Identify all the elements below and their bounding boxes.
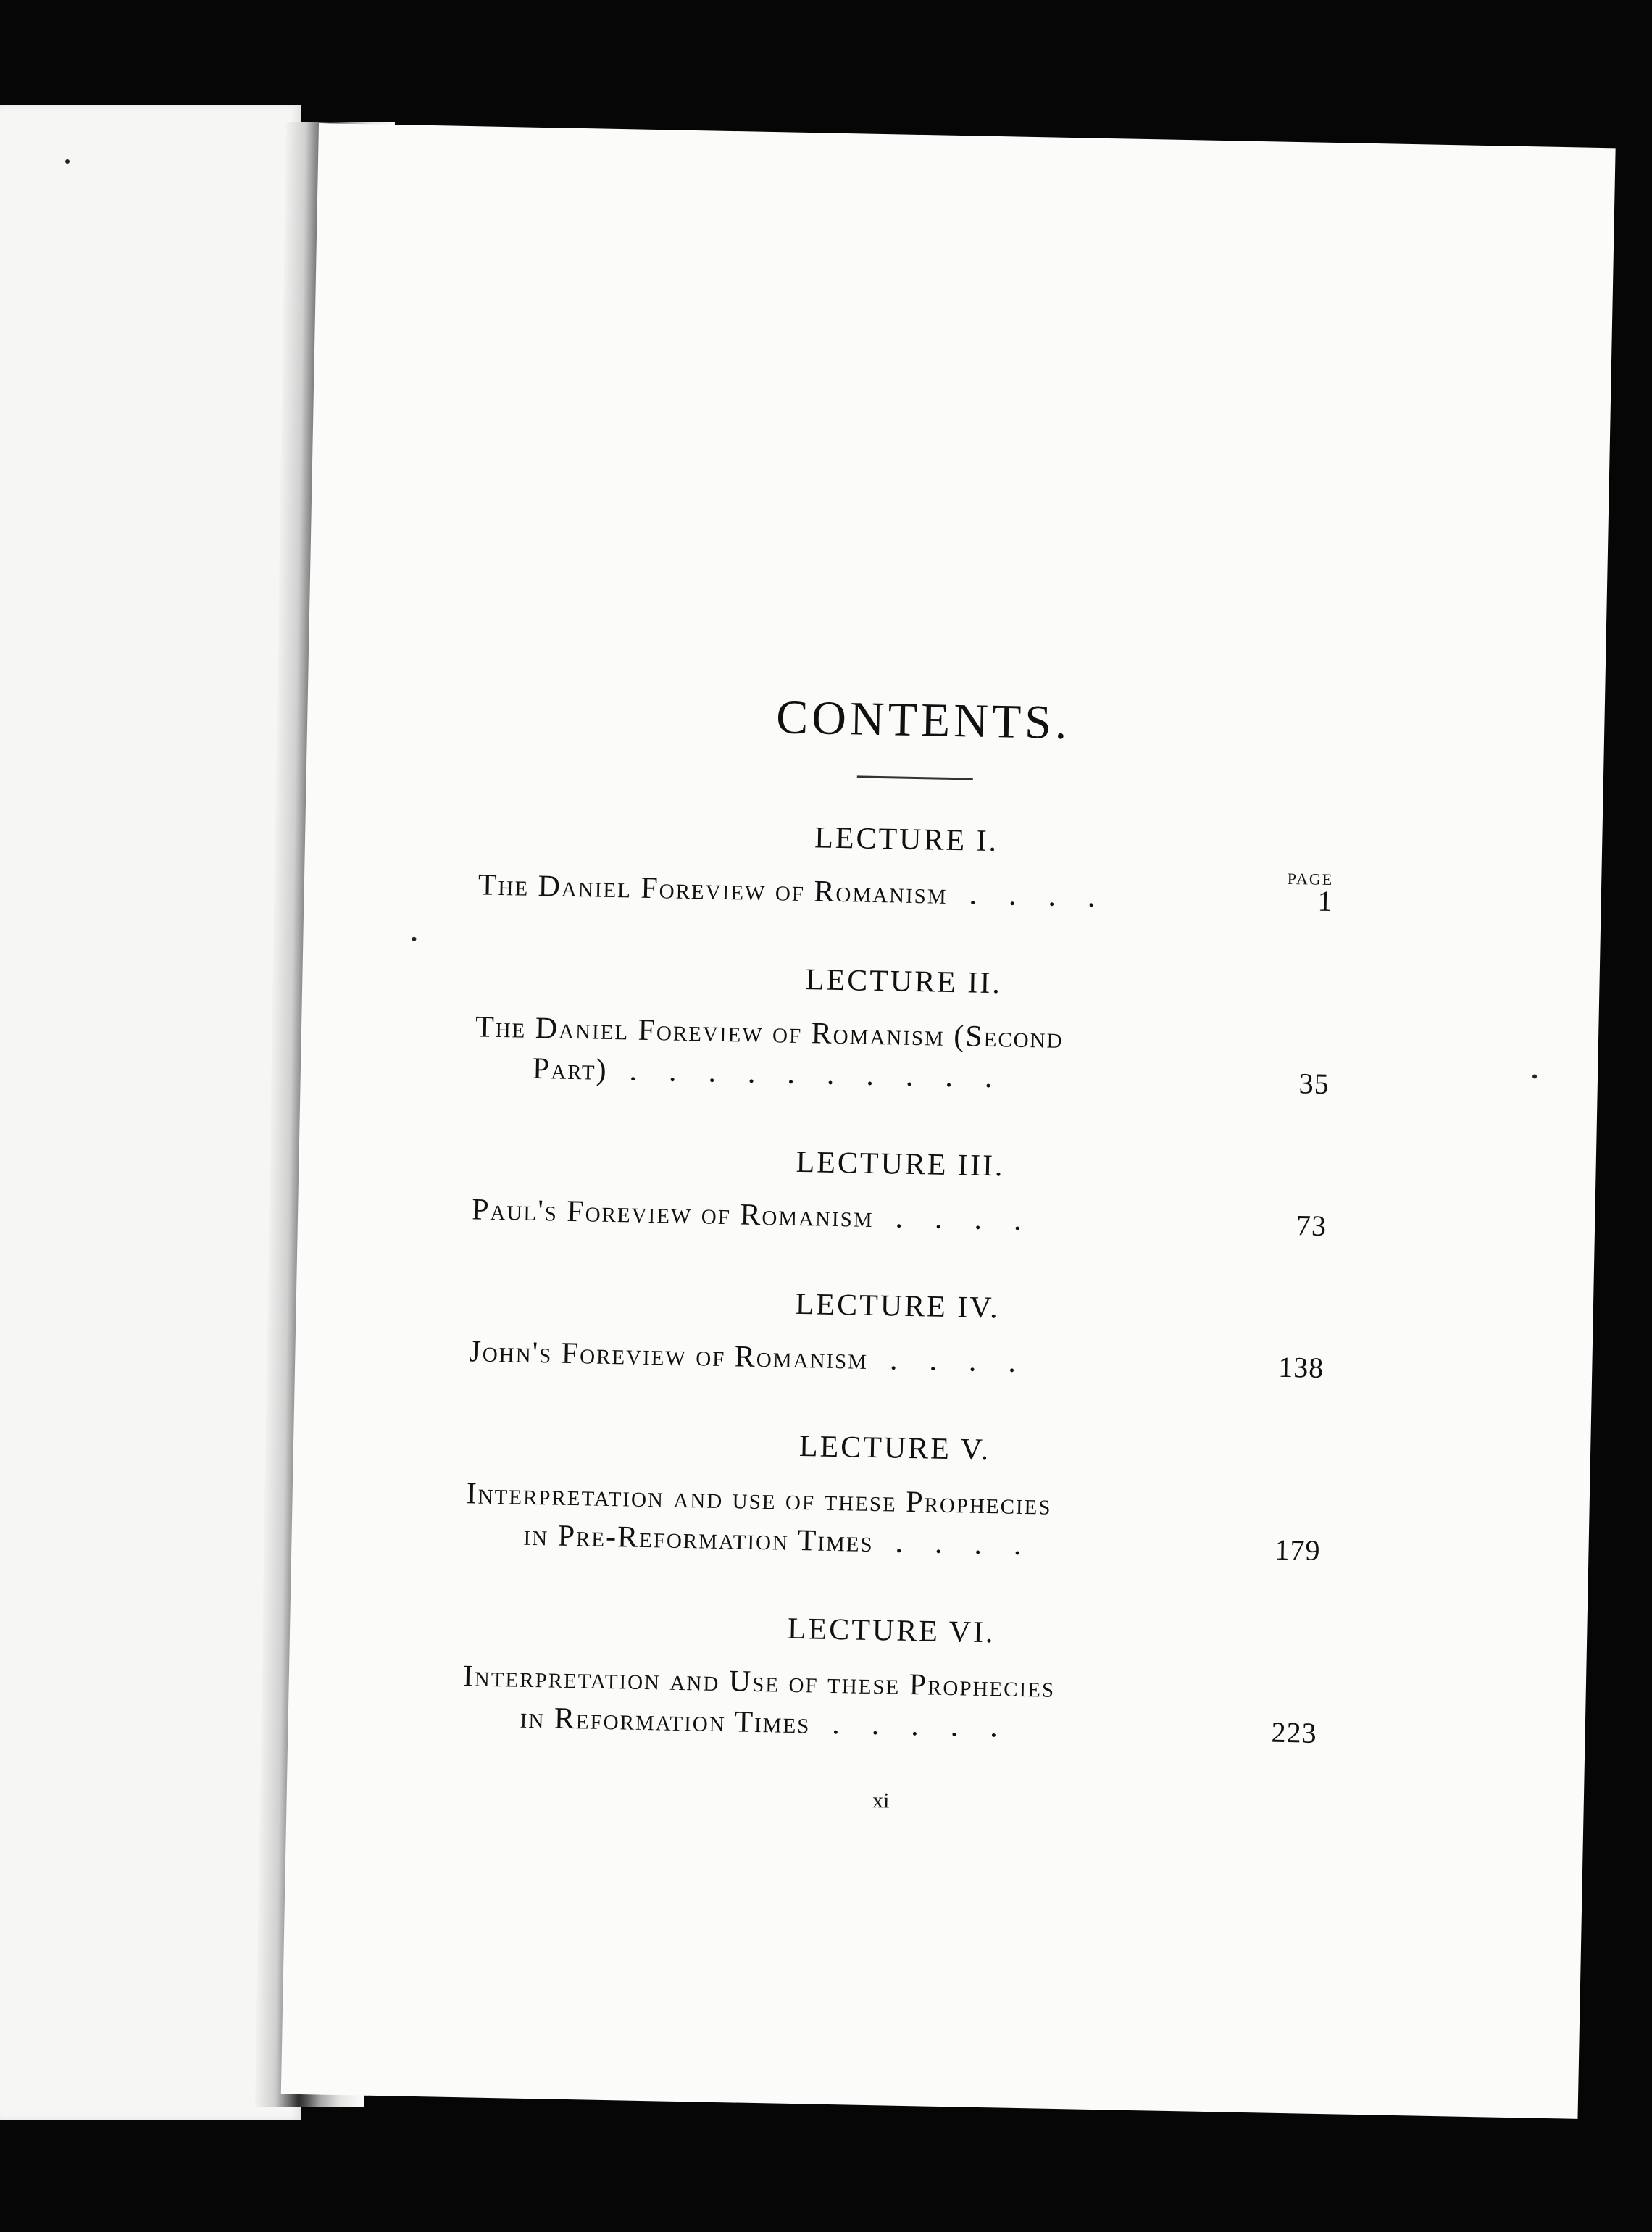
toc-entry bbox=[462, 1656, 1318, 1754]
lecture-heading: LECTURE V. bbox=[798, 1430, 991, 1467]
entry-title: Paul's Foreview of Romanism bbox=[471, 1193, 875, 1234]
page-number: 35 bbox=[1298, 1067, 1330, 1101]
entry-title: Interpretation and Use of these Prophecies bbox=[462, 1660, 1056, 1704]
lecture-2 bbox=[474, 956, 1331, 1104]
lecture-heading: LECTURE II. bbox=[805, 963, 1003, 1001]
ink-speck bbox=[65, 159, 70, 164]
leader-dots: .... bbox=[895, 1525, 1054, 1562]
lecture-6 bbox=[462, 1605, 1319, 1754]
lecture-5 bbox=[465, 1423, 1322, 1571]
contents-page bbox=[281, 123, 1616, 2119]
lecture-heading: LECTURE III. bbox=[796, 1145, 1005, 1183]
entry-title: The Daniel Foreview of Romanism bbox=[477, 868, 948, 911]
page-number: 223 bbox=[1271, 1715, 1318, 1749]
folio-page-number: xi bbox=[872, 1788, 890, 1813]
leader-dots: .... bbox=[969, 878, 1128, 915]
leader-dots: .... bbox=[889, 1343, 1048, 1380]
leader-dots: .......... bbox=[629, 1054, 1025, 1095]
ink-speck bbox=[412, 937, 416, 941]
lecture-4 bbox=[469, 1281, 1325, 1388]
page-number: 138 bbox=[1277, 1350, 1324, 1384]
entry-title: John's Foreview of Romanism bbox=[469, 1335, 869, 1376]
page-number: 1 bbox=[1317, 884, 1334, 918]
toc-entry bbox=[469, 1331, 1324, 1388]
ink-speck bbox=[1532, 1074, 1537, 1078]
lecture-heading: LECTURE IV. bbox=[795, 1287, 1001, 1325]
toc-entry bbox=[474, 1007, 1330, 1104]
lecture-heading: LECTURE VI. bbox=[787, 1612, 996, 1650]
lecture-3 bbox=[472, 1138, 1328, 1246]
entry-title-continued: Part) bbox=[532, 1052, 609, 1087]
lecture-1 bbox=[477, 814, 1334, 922]
toc-entry bbox=[465, 1473, 1322, 1571]
contents-body bbox=[460, 684, 1336, 1821]
entry-title-continued: in Pre-Reformation Times bbox=[523, 1518, 875, 1560]
leader-dots: ..... bbox=[831, 1707, 1030, 1745]
lecture-heading: LECTURE I. bbox=[814, 821, 999, 859]
entry-title: Interpretation and use of these Prophecies bbox=[466, 1477, 1052, 1522]
toc-entry bbox=[472, 1189, 1327, 1246]
page-number: 73 bbox=[1296, 1209, 1327, 1242]
page-number: 179 bbox=[1275, 1533, 1321, 1567]
toc-entry bbox=[477, 865, 1333, 922]
page-column-label: PAGE bbox=[1287, 869, 1334, 889]
leader-dots: .... bbox=[895, 1201, 1054, 1238]
left-page bbox=[0, 105, 301, 2120]
entry-title: The Daniel Foreview of Romanism (Second bbox=[475, 1010, 1064, 1055]
page-title: CONTENTS. bbox=[775, 691, 1072, 750]
title-rule bbox=[857, 775, 973, 780]
entry-title-continued: in Reformation Times bbox=[520, 1701, 811, 1741]
